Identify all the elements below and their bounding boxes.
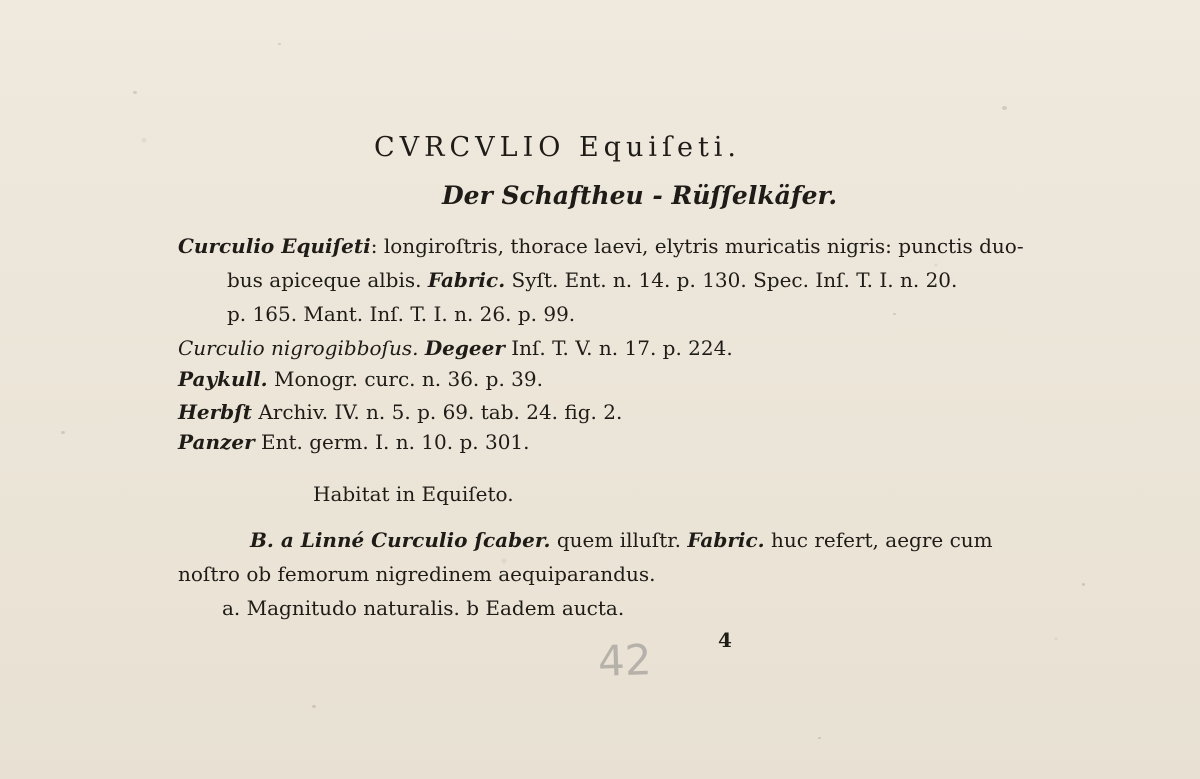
remark-line-1 — [250, 528, 993, 552]
entry-text: : longiroſtris, thorace laevi, elytris muricatis nigris: punctis duo- — [370, 234, 1024, 258]
entry-line-1 — [178, 236, 1024, 256]
pencil-annotation: 42 — [597, 635, 653, 686]
entry-text: Ent. germ. I. n. 10. p. 301. — [254, 430, 530, 454]
entry-lead: Herbſt — [178, 400, 252, 424]
entry-text: Inſ. T. V. n. 17. p. 224. — [504, 336, 733, 360]
entry-lead: Panzer — [178, 430, 255, 454]
habitat-text: Habitat in Equiſeto. — [313, 482, 514, 506]
entry-lead: Paykull. — [178, 367, 268, 391]
paper-speck — [893, 313, 896, 315]
entry-line-2 — [227, 270, 957, 290]
species-title: CVRCVLIO Equiſeti. — [374, 132, 742, 163]
figure-caption: a. Magnitudo naturalis. b Eadem aucta. — [222, 596, 625, 620]
german-subtitle: Der Schaftheu - Rüſſelkäfer. — [442, 181, 838, 210]
entry-text: Syſt. Ent. n. 14. p. 130. Spec. Inſ. T. I. n. 20. — [505, 268, 958, 292]
paper-speck — [61, 431, 65, 434]
entry-line-3: p. 165. Mant. Inſ. T. I. n. 26. p. 99. — [227, 302, 576, 326]
entry-line-6 — [178, 402, 622, 422]
remark-ref: Fabric. — [687, 528, 765, 552]
entry-text: Monogr. curc. n. 36. p. 39. — [267, 367, 543, 391]
paper-speck — [312, 705, 316, 708]
entry-line-5 — [178, 369, 543, 389]
paper-speck — [133, 91, 137, 94]
paper-speck — [818, 737, 821, 739]
entry-text: bus apiceque albis. — [227, 268, 428, 292]
remark-lead: B. a Linné Curculio ſcaber. — [250, 528, 551, 552]
entry-line-4 — [178, 338, 733, 358]
entry-line-7 — [178, 432, 530, 452]
entry-text: Archiv. IV. n. 5. p. 69. tab. 24. fig. 2. — [251, 400, 623, 424]
remark-text: quem illuſtr. — [550, 528, 688, 552]
remark-text: huc refert, aegre cum — [764, 528, 993, 552]
entry-ref: Degeer — [424, 336, 505, 360]
entry-lead: Curculio nigrogibboſus. — [178, 336, 419, 360]
paper-speck — [278, 43, 281, 45]
entry-ref: Fabric. — [427, 268, 506, 292]
paper-speck — [1002, 106, 1007, 110]
entry-lead: Curculio Equiſeti — [178, 234, 371, 258]
paper-speck — [1082, 583, 1085, 586]
remark-line-2: noſtro ob femorum nigredinem aequiparandus. — [178, 562, 656, 586]
plate-number: 4 — [718, 628, 732, 652]
